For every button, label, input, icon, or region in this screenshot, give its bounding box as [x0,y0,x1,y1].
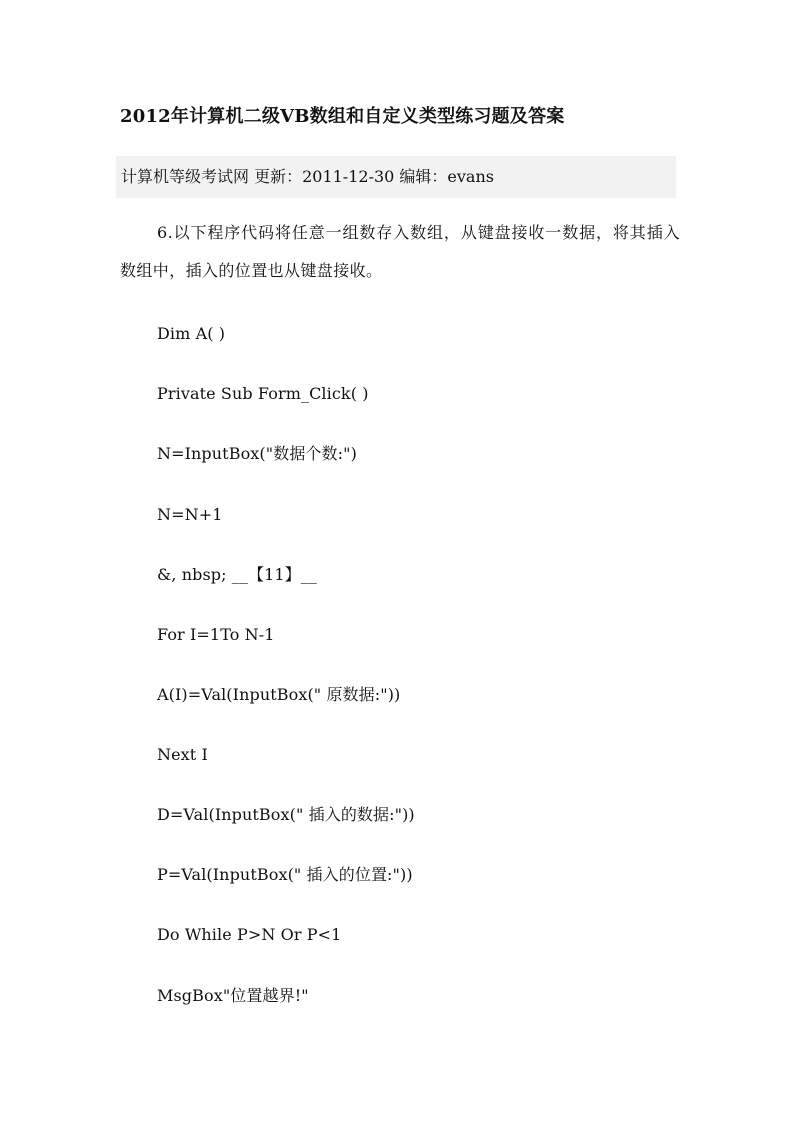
document-title: 2012年计算机二级VB数组和自定义类型练习题及答案 [120,106,565,127]
question-intro: 6.以下程序代码将任意一组数存入数组，从键盘接收一数据，将其插入数组中，插入的位置也从键盘接收。 [120,223,680,280]
code-line-blank-11: &, nbsp; __【11】__ [157,565,317,584]
code-line-input-original: A(I)=Val(InputBox(" 原数据:")) [157,685,401,704]
code-line-next: Next I [157,745,208,764]
metadata-bar [116,156,676,198]
code-line-msgbox: MsgBox"位置越界!" [157,986,309,1005]
metadata-text: 计算机等级考试网 更新：2011-12-30 编辑：evans [121,167,494,186]
code-line-do-while: Do While P>N Or P<1 [157,925,342,944]
code-line-sub-header: Private Sub Form_Click( ) [157,384,369,403]
code-line-input-count: N=InputBox("数据个数:") [157,444,357,463]
code-line-increment: N=N+1 [157,505,223,524]
code-line-input-insert-position: P=Val(InputBox(" 插入的位置:")) [157,865,413,884]
code-line-dim: Dim A( ) [157,324,226,343]
code-line-input-insert-data: D=Val(InputBox(" 插入的数据:")) [157,805,415,824]
code-line-for: For I=1To N-1 [157,625,275,644]
